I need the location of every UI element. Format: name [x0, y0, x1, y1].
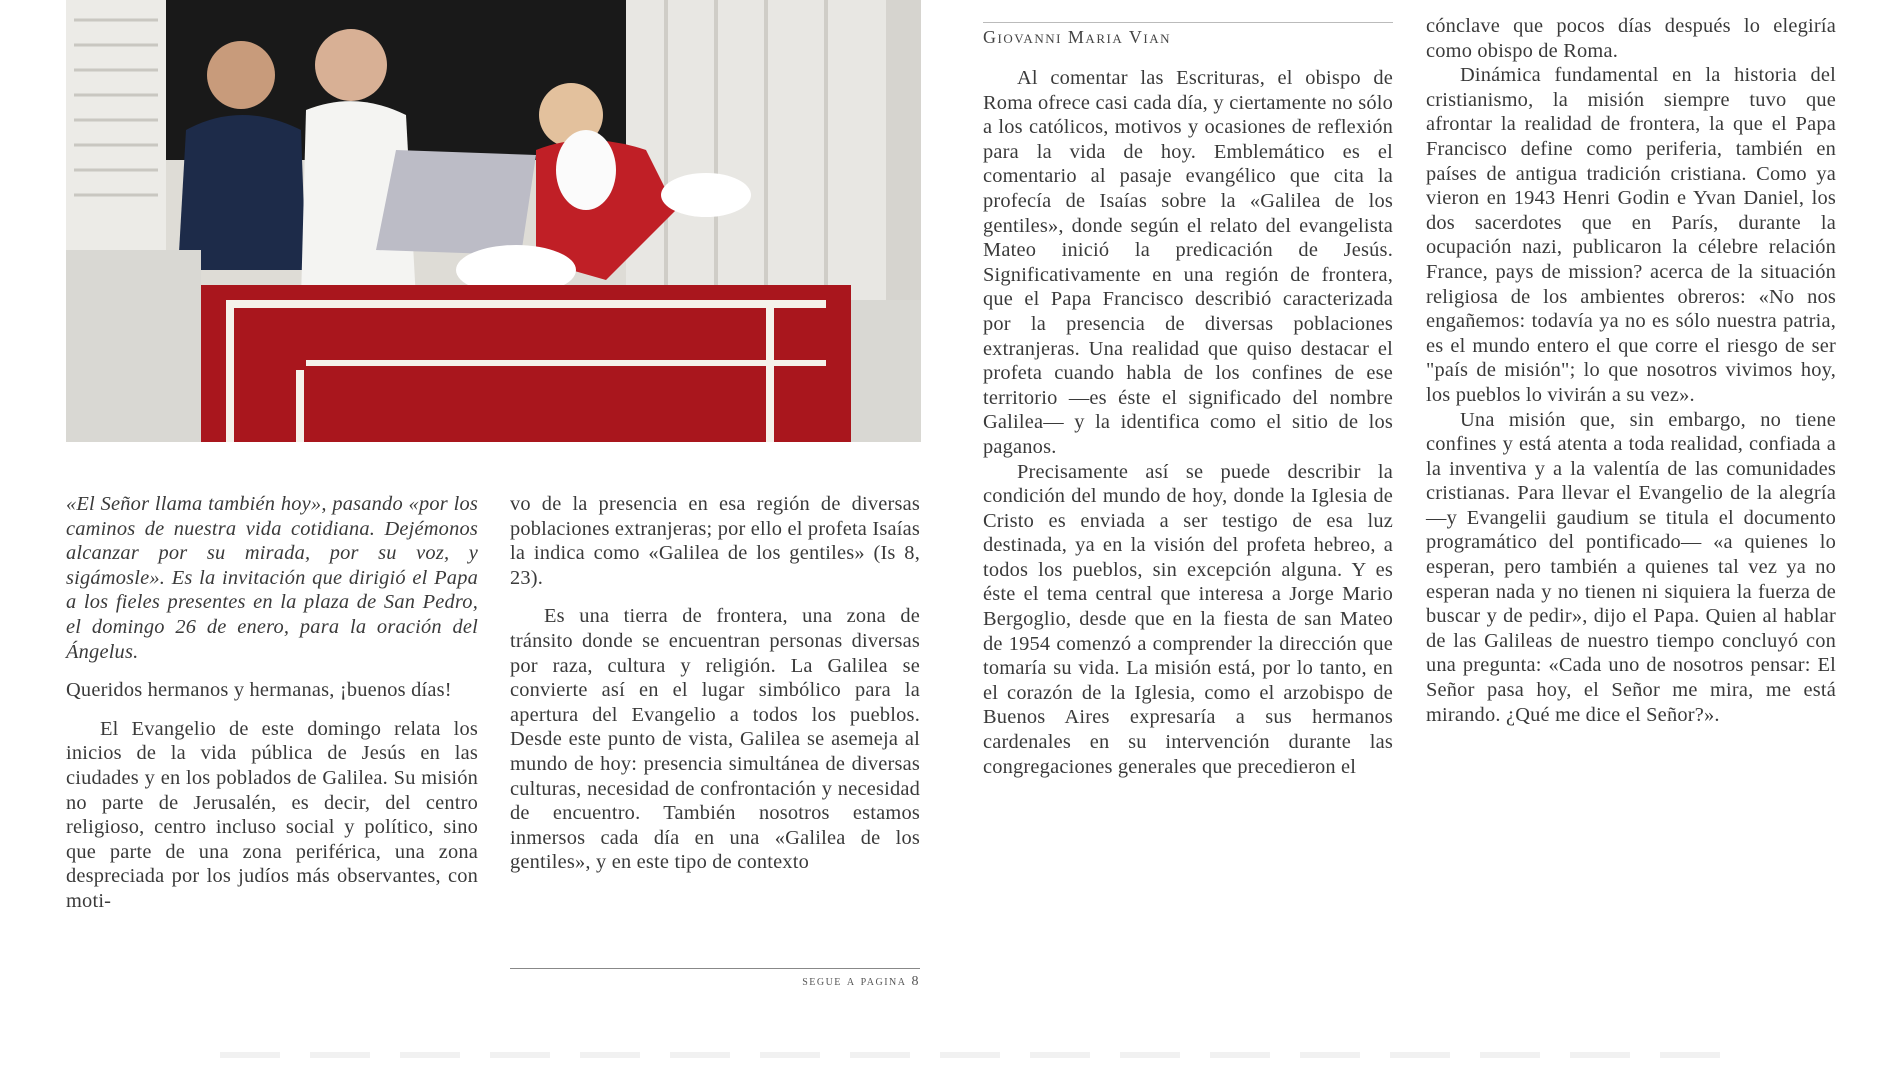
- article-paragraph: Una misión que, sin embargo, no tiene confines y está atenta a toda realidad, confiada a la inventiva y a la valentía de las comunidades cristianas. Para llevar el Evangelio de la alegría —y Evangelii gaudium se titula el documento programático del pontificado— «a quienes lo esperan, pero también a quienes tal vez ya no esperan nada y no tienen ni siquiera la fuerza de buscar y de pedir», dijo el Papa. Quien al hablar de las Galileas de nuestro tiempo concluyó con una pregunta: «Cada uno de nosotros pensar: El Señor pasa hoy, el Señor me mira, me está mirando. ¿Qué me dice el Señor?».: [1426, 408, 1836, 726]
- footer-strip: [220, 1052, 1720, 1058]
- pope-balcony-doves-photo-icon: [66, 0, 921, 442]
- left-column: [66, 492, 478, 914]
- article-paragraph: Al comentar las Escrituras, el obispo de Roma ofrece casi cada día, y ciertamente no sólo a los católicos, motivos y ocasiones de reflexión para la vida de hoy. Emblemático es el comentario al pasaje evangélico que cita la profecía de Isaías sobre la «Galilea de los gentiles», donde según el relato del evangelista Mateo inició la predicación de Jesús. Significativamente en una región de frontera, que el Papa Francisco describió caracterizada por la presencia de diversas poblaciones extranjeras. Una realidad que quiso destacar el profeta cuando habla de los confines de ese territorio —es éste el significado del nombre Galilea— y la identifica como el sitio de los paganos.: [983, 67, 1393, 458]
- greeting: Queridos hermanos y hermanas, ¡buenos días!: [66, 679, 452, 702]
- article-paragraph: El Evangelio de este domingo relata los inicios de la vida pública de Jesús en las ciudades y en los poblados de Galilea. Su misión no parte de Jerusalén, es decir, del centro religioso, centro incluso social y político, sino que parte de una zona periférica, una zona despreciada por los judíos más observantes, con moti-: [66, 717, 478, 912]
- continuation-note: segue a pagina 8: [802, 974, 920, 989]
- article-paragraph: vo de la presencia en esa región de diversas poblaciones extranjeras; por ello el profeta Isaías la indica como «Galilea de los gentiles» (Is 8, 23).: [510, 493, 920, 589]
- third-column: [983, 66, 1393, 779]
- column-rule: [510, 968, 920, 969]
- article-paragraph: Precisamente así se puede describir la condición del mundo de hoy, donde la Iglesia de Cristo es enviada a ser testigo de esa luz destinada, ya en la visión del profeta hebreo, a todos los pueblos, sin excepción alguna. Y es éste el tema central que interesa a Jorge Mario Bergoglio, desde que en la fiesta de san Mateo de 1954 comenzó a comprender la dirección que tomaría su vida. La misión está, por lo tanto, en el corazón de la Iglesia, como el arzobispo de Buenos Aires expresaría a sus hermanos cardenales en su intervención durante las congregaciones generales que precedieron el: [983, 460, 1393, 778]
- article-paragraph: cónclave que pocos días después lo elegiría como obispo de Roma.: [1426, 15, 1836, 62]
- author-byline: Giovanni Maria Vian: [983, 22, 1393, 48]
- article-paragraph: Dinámica fundamental en la historia del cristianismo, la misión siempre tuvo que afrontar la realidad de frontera, la que el Papa Francisco define como periferia, también en países de antigua tradición cristiana. Como ya vieron en 1943 Henri Godin e Yvan Daniel, los dos sacerdotes que en París, durante la ocupación nazi, publicaron la célebre relación France, pays de mission? acerca de la situación religiosa de los ambientes obreros: «No nos engañemos: todavía ya no es sólo nuestra patria, es el mundo entero el que corre el riesgo de ser "país de misión"; lo que nosotros vivimos hoy, los pueblos lo vivirán a su vez».: [1426, 64, 1836, 406]
- second-column: [510, 492, 920, 875]
- article-paragraph: Es una tierra de frontera, una zona de tránsito donde se encuentran personas diversas por raza, cultura y religión. La Galilea se convierte así en el lugar simbólico para la apertura del Evangelio a todos los pueblos. Desde este punto de vista, Galilea se asemeja al mundo de hoy: presencia simultánea de diversas culturas, necesidad de confrontación y necesidad de encuentro. También nosotros estamos inmersos cada día en una «Galilea de los gentiles», y en este tipo de contexto: [510, 605, 920, 874]
- fourth-column: [1426, 14, 1836, 727]
- news-photo: [66, 0, 921, 442]
- photo-caption: «El Señor llama también hoy», pasando «por los caminos de nuestra vida cotidiana. Dejémonos alcanzar por su mirada, por su voz, y sigámosle». Es la invitación que dirigió el Papa a los fieles presentes en la plaza de San Pedro, el domingo 26 de enero, para la oración del Ángelus.: [66, 493, 478, 663]
